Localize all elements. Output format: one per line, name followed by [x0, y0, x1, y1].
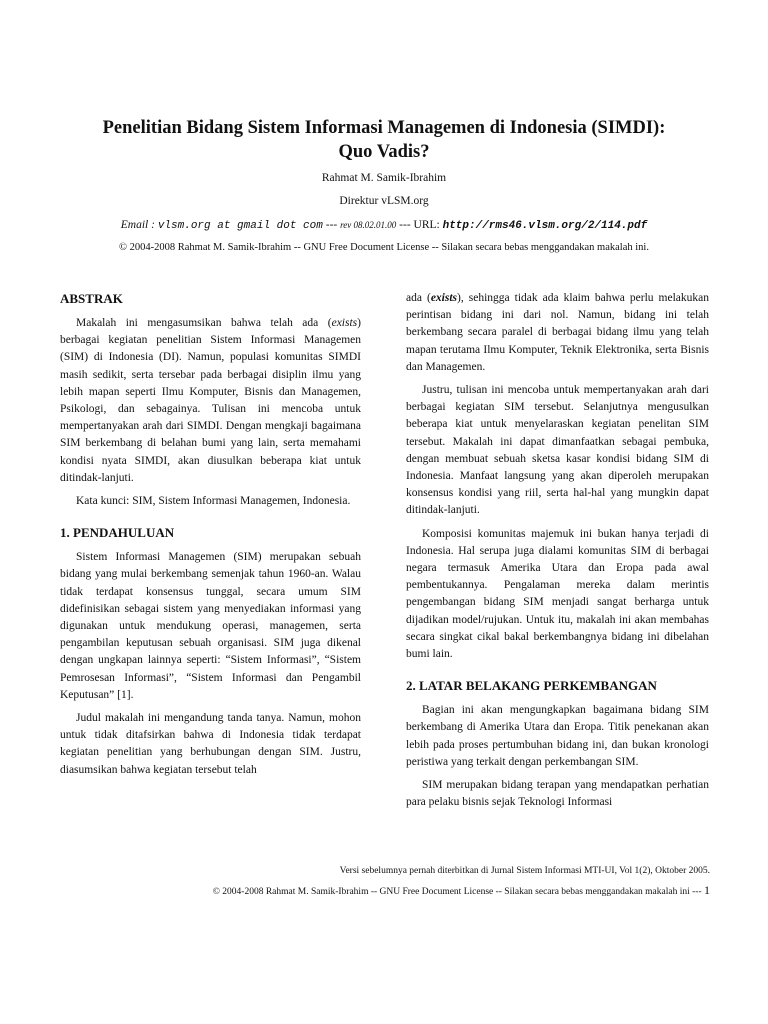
keywords-paragraph: Kata kunci: SIM, Sistem Informasi Managemen, Indonesia. — [76, 495, 351, 508]
email-label: Email : — [120, 219, 155, 231]
abstract-emphasis: exists — [331, 317, 358, 329]
title-line-2: Quo Vadis? — [338, 142, 430, 162]
footer-note: Versi sebelumnya pernah diterbitkan di Jurnal Sistem Informasi MTI-UI, Vol 1(2), Oktober 2005. — [339, 866, 710, 876]
footer-copyright: © 2004-2008 Rahmat M. Samik-Ibrahim -- GNU Free Document License -- Silakan secara bebas menggandakan makalah ini --- — [212, 887, 702, 897]
author-name: Rahmat M. Samik-Ibrahim — [321, 172, 447, 184]
right-emphasis: exists — [430, 292, 458, 304]
left-column — [60, 290, 361, 785]
right-text-b: ), sehingga tidak ada klaim bahwa perlu melakukan perintisan bidang ini dari nol. Namun, bidang ini telah berkembang secara paralel di berbagai bidang ilmu yang telah mapan terutama Ilmu Komputer, Teknik Elektronika, serta Bisnis dan Managemen. — [406, 292, 709, 373]
section-2-paragraph-2: SIM merupakan bidang terapan yang mendapatkan perhatian para pelaku bisnis sejak Teknologi Informasi — [406, 779, 709, 809]
abstract-paragraph — [60, 315, 361, 487]
email-value: vlsm.org at gmail dot com — [157, 220, 323, 232]
abstract-text-b: ) berbagai kegiatan penelitian Sistem Informasi Managemen (SIM) di Indonesia (DI). Namun, populasi komunitas SIMDI masih sedikit, serta tersebar pada berbagai disiplin ilmu yang lebih mapan seperti Ilmu Komputer, Bisnis dan Managemen, Psikologi, dan sebagainya. Tulisan ini mencoba untuk mempertanyakan arah dari SIMDI. Dengan mengkaji bagaimana SIM berkembang di belahan bumi yang lain, serta memahami kondisi nyata SIMDI, akan diusulkan beberapa kiat untuk ditindak-lanjuti. — [60, 317, 361, 484]
abstract-heading: ABSTRAK — [60, 291, 123, 306]
abstract-text-a: Makalah ini mengasumsikan bahwa telah ada ( — [76, 317, 332, 329]
page-number: 1 — [704, 883, 710, 897]
right-paragraph-2: Justru, tulisan ini mencoba untuk mempertanyakan arah dari berbagai kegiatan SIM tersebut. Selanjutnya mengusulkan beberapa kiat untuk menyelaraskan kegiatan penelitan SIM tersebut. Makalah ini dapat dimanfaatkan sebagai pembuka, dengan membuat sebuah sketsa kasar kondisi bidang SIM di Indonesia. Manfaat langsung yang akan diperoleh merupakan konsensus kondisi yang riil, serta hal-hal yang mungkin dapat ditindak-lanjuti. — [406, 384, 709, 517]
title-line-1: Penelitian Bidang Sistem Informasi Managemen di Indonesia (SIMDI): — [102, 118, 666, 138]
paper-url-link[interactable]: http://rms46.vlsm.org/2/114.pdf — [442, 220, 648, 232]
right-paragraph-3: Komposisi komunitas majemuk ini bukan hanya terjadi di Indonesia. Hal serupa juga dialami komunitas SIM di berbagai negara termasuk Amerika Utara dan Eropa pada awal pembentukannya. Pengalaman mereka dalam merintis pengembangan bidang SIM menjadi sangat berharga untuk dijadikan model/rujukan. Untuk itu, makalah ini akan membahas secara singkat cikal bakal berkembangnya bidang ini dibelahan bumi lain. — [406, 527, 709, 661]
revision-number: rev 08.02.01.00 — [340, 220, 397, 230]
footer-copyright-line — [213, 883, 710, 898]
section-2-paragraph-1: Bagian ini akan mengungkapkan bagaimana bidang SIM berkembang di Amerika Utara dan Eropa. Titik penekanan akan lebih pada proses pertumbuhan bidang ini, dan bukan kronologi peristiwa yang terkait dengan perkembangan SIM. — [406, 704, 709, 768]
separator-1: --- — [325, 219, 338, 231]
author-affiliation: Direktur vLSM.org — [339, 195, 429, 207]
section-1-heading: 1. PENDAHULUAN — [60, 525, 175, 541]
right-text-a: ada ( — [406, 292, 431, 304]
header-copyright: © 2004-2008 Rahmat M. Samik-Ibrahim -- GNU Free Document License -- Silakan secara bebas menggandakan makalah ini. — [119, 242, 649, 253]
right-column — [406, 290, 709, 817]
right-paragraph-1 — [406, 290, 709, 376]
section-1-paragraph-2: Judul makalah ini mengandung tanda tanya. Namun, mohon untuk tidak ditafsirkan bahwa di Indonesia tidak terdapat kegiatan penelitian yang berhubungan dengan SIM. Justru, diasumsikan bahwa kegiatan tersebut telah — [60, 712, 361, 776]
section-2-heading: 2. LATAR BELAKANG PERKEMBANGAN — [406, 678, 657, 694]
contact-line — [0, 219, 768, 232]
section-1-paragraph-1: Sistem Informasi Managemen (SIM) merupakan sebuah bidang yang mulai berkembang semenjak tahun 1960-an. Walau tidak terdapat konsensus tunggal, secara umum SIM didefinisikan sebagai sistem yang menyediakan informasi yang digunakan untuk mendukung operasi, managemen, serta pengambilan keputusan sebuah organisasi. SIM juga dikenal dengan ungkapan lainnya seperti: “Sistem Informasi”, “Sistem Pemrosesan Informasi”, “Sistem Informasi dan Pengambil Keputusan” [1]. — [60, 551, 361, 701]
separator-2: --- URL: — [399, 219, 440, 231]
paper-title — [80, 116, 688, 164]
